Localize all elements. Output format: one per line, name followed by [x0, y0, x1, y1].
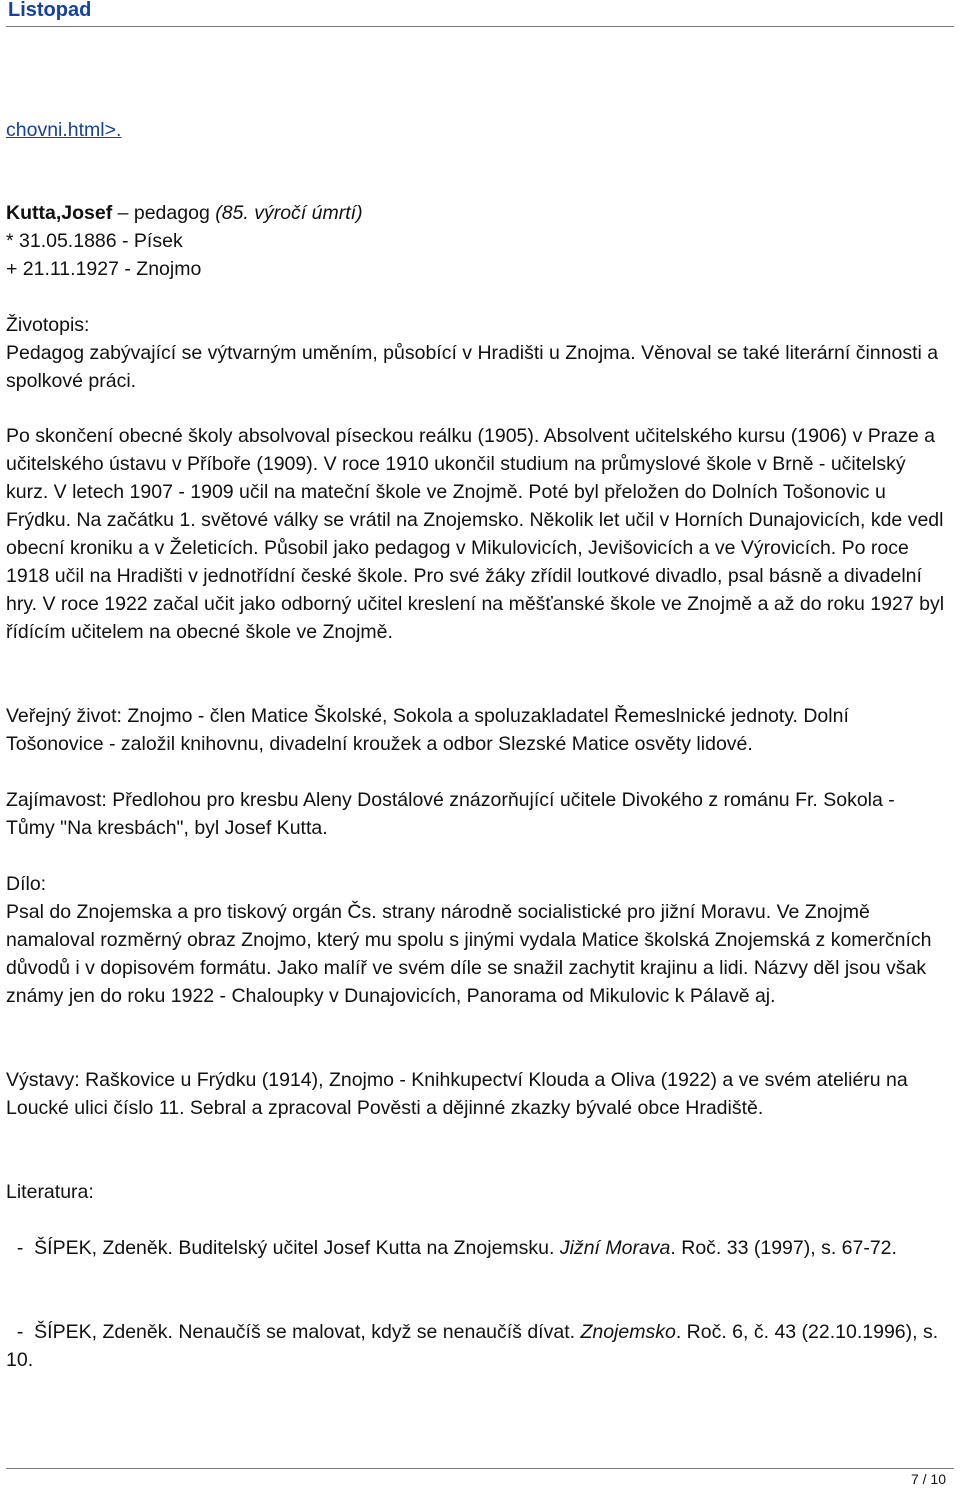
literature-item [6, 1318, 946, 1374]
literature-item-details: . Roč. 33 (1997), s. 67-72. [670, 1237, 897, 1259]
literature-item-details: . Roč. 6, č. 43 (22.10.1996), s. 10. [6, 1321, 944, 1371]
person-anniversary: (85. výročí úmrtí) [215, 202, 363, 224]
header-divider [6, 26, 954, 27]
literature-heading: Literatura: [6, 1181, 94, 1203]
literature-item [6, 1234, 946, 1262]
literature-journal: Jižní Morava [559, 1237, 671, 1259]
person-header [6, 199, 946, 283]
works-heading: Dílo: [6, 873, 47, 895]
curiosity-paragraph: Zajímavost: Předlohou pro kresbu Aleny Dostálové znázorňující učitele Divokého z románu Fr. Sokola - Tůmy "Na kresbách", byl Josef Kutta. [6, 789, 895, 839]
works-text: Psal do Znojemska a pro tiskový orgán Čs. strany národně socialistické pro jižní Moravu. Ve Znojmě namaloval rozměrný obraz Znojmo, který mu spolu s jinými vydala Matice školská Znojemská z komerčních důvodů i v dopisovém formátu. Jako malíř ve svém díle se snažil zachytit krajinu a lidi. Názvy děl jsou však známy jen do roku 1922 - Chaloupky v Dunajovicích, Panorama od Mikulovic k Pálavě aj. [6, 901, 932, 1007]
page-title: Listopad [8, 0, 92, 21]
biography-intro-text: Pedagog zabývající se výtvarným uměním, působící v Hradišti u Znojma. Věnoval se také literární činnosti a spolkové práci. [6, 342, 939, 392]
biography-heading: Životopis: [6, 314, 90, 336]
public-life-paragraph: Veřejný život: Znojmo - člen Matice Školské, Sokola a spoluzakladatel Řemeslnické jednoty. Dolní Tošonovice - založil knihovnu, divadelní kroužek a odbor Slezské Matice osvěty lidové. [6, 705, 849, 755]
page-number: 7 / 10 [910, 1471, 946, 1487]
person-death: + 21.11.1927 - Znojmo [6, 258, 202, 280]
exhibitions-paragraph: Výstavy: Raškovice u Frýdku (1914), Znojmo - Knihkupectví Klouda a Oliva (1922) a ve svém ateliéru na Loucké ulici číslo 11. Sebral a zpracoval Pověsti a dějinné zkazky bývalé obce Hradiště. [6, 1069, 908, 1119]
biography-body: Po skončení obecné školy absolvoval píseckou reálku (1905). Absolvent učitelského kursu (1906) v Praze a učitelského ústavu v Příboře (1909). V roce 1910 ukončil studium na průmyslové škole v Brně - učitelský kurz. V letech 1907 - 1909 učil na mateční škole ve Znojmě. Poté byl přeložen do Dolních Tošonovic u Frýdku. Na začátku 1. světové války se vrátil na Znojemsko. Několik let učil v Horních Dunajovicích, kde vedl obecní kroniku a v Želeticích. Působil jako pedagog v Mikulovicích, Jevišovicích a ve Výrovicích. Po roce 1918 učil na Hradišti v jednotřídní české škole. Pro své žáky zřídil loutkové divadlo, psal básně a divadelní hry. V roce 1922 začal učit jako odborný učitel kreslení na měšťanské škole ve Znojmě a až do roku 1927 byl řídícím učitelem na obecné škole ve Znojmě. [6, 425, 945, 643]
works-section [6, 870, 946, 1010]
literature-item-text: - ŠÍPEK, Zdeněk. Buditelský učitel Josef Kutta na Znojemsku. [6, 1237, 560, 1259]
source-link[interactable]: chovni.html>. [6, 119, 122, 141]
literature-journal: Znojemsko [580, 1321, 676, 1343]
literature-item-text: - ŠÍPEK, Zdeněk. Nenaučíš se malovat, když se nenaučíš dívat. [6, 1321, 581, 1343]
person-birth: * 31.05.1886 - Písek [6, 230, 183, 252]
person-role: – pedagog [112, 202, 216, 224]
person-name: Kutta,Josef [6, 202, 113, 224]
source-link-paragraph [6, 116, 946, 144]
footer-divider [6, 1468, 954, 1469]
biography-intro [6, 311, 946, 395]
